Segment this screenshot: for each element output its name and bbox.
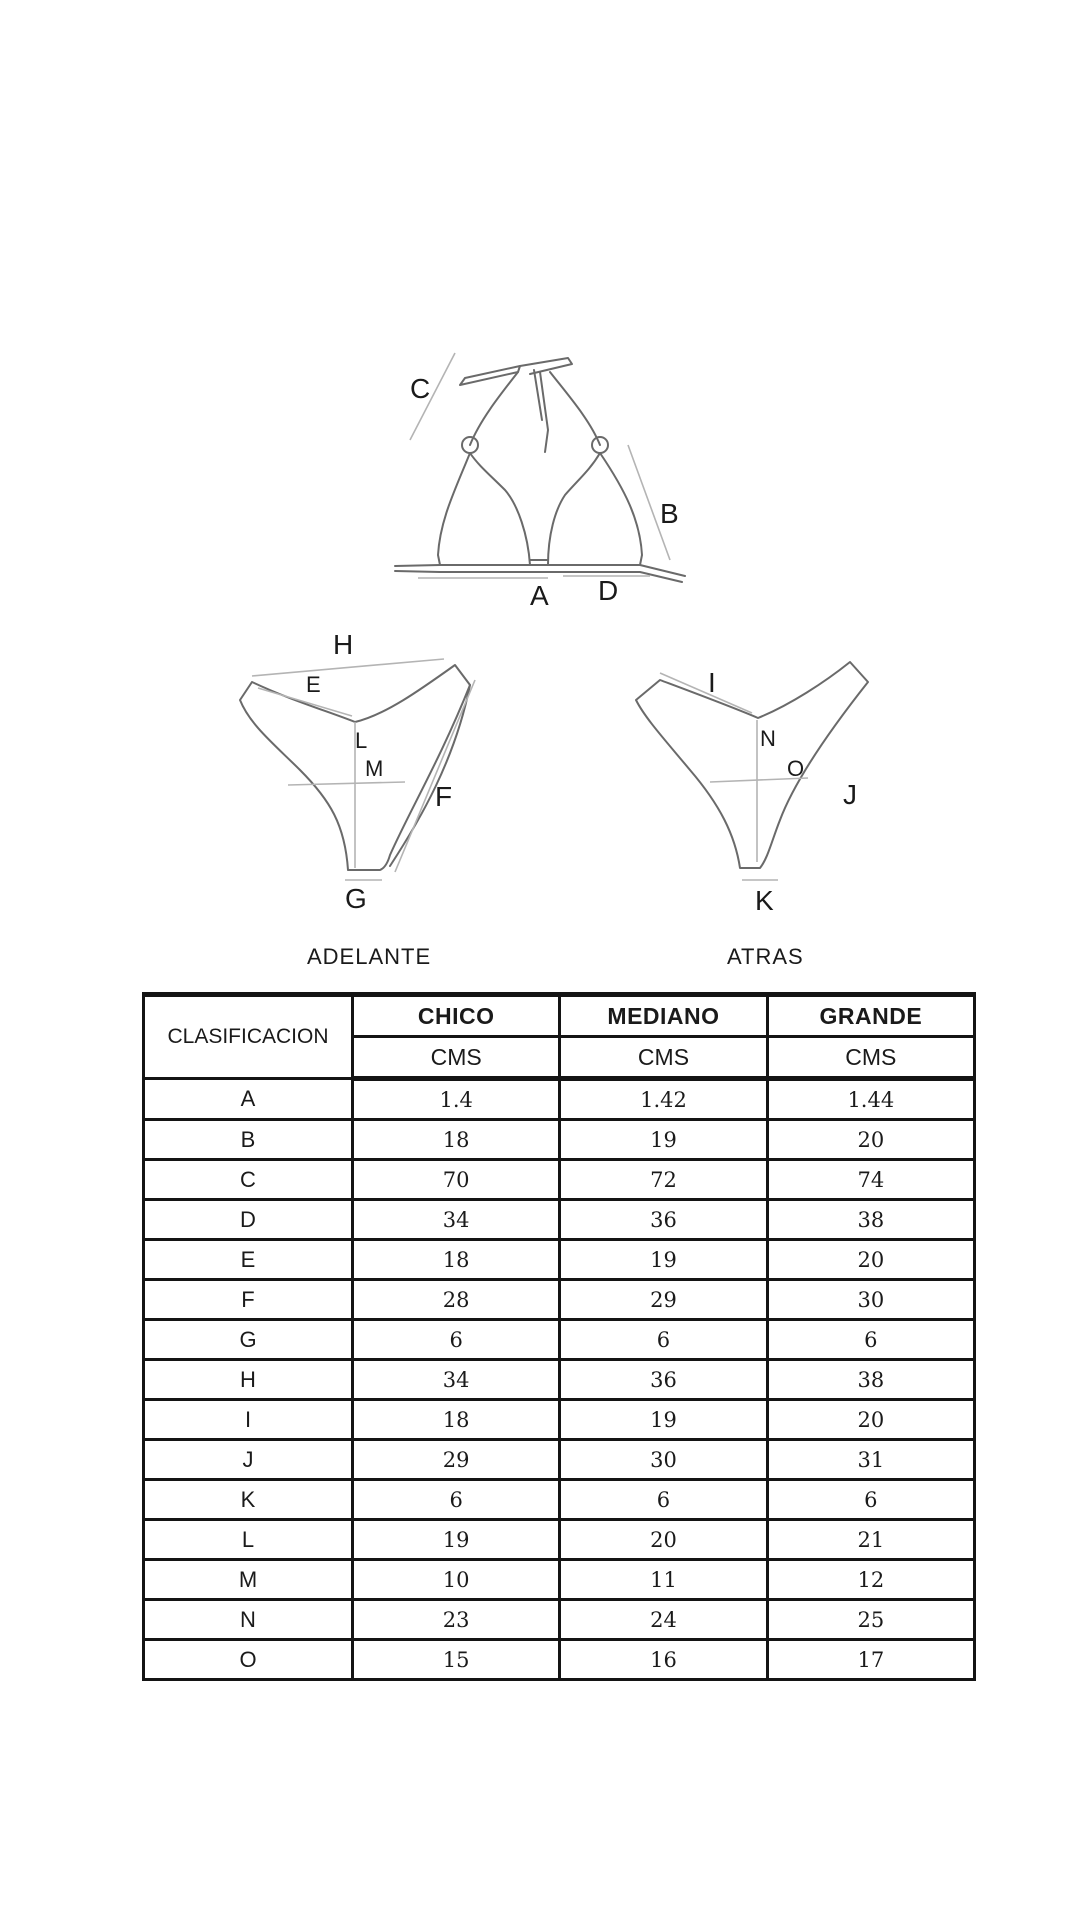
cell-chico: 70 bbox=[353, 1160, 560, 1200]
label-c: C bbox=[410, 373, 431, 404]
table-row bbox=[144, 1600, 975, 1640]
cell-chico: 6 bbox=[353, 1320, 560, 1360]
header-chico: CHICO bbox=[353, 995, 560, 1037]
cell-grande: 38 bbox=[767, 1200, 974, 1240]
cell-chico: 23 bbox=[353, 1600, 560, 1640]
row-code: L bbox=[144, 1520, 353, 1560]
cell-grande: 38 bbox=[767, 1360, 974, 1400]
cell-chico: 28 bbox=[353, 1280, 560, 1320]
row-code: I bbox=[144, 1400, 353, 1440]
table-row bbox=[144, 1280, 975, 1320]
row-code: J bbox=[144, 1440, 353, 1480]
cell-mediano: 72 bbox=[560, 1160, 767, 1200]
cell-mediano: 36 bbox=[560, 1200, 767, 1240]
cell-grande: 12 bbox=[767, 1560, 974, 1600]
cell-grande: 31 bbox=[767, 1440, 974, 1480]
cell-mediano: 16 bbox=[560, 1640, 767, 1680]
header-unit-mediano: CMS bbox=[560, 1037, 767, 1079]
label-j: J bbox=[843, 779, 857, 810]
row-code: N bbox=[144, 1600, 353, 1640]
table-row bbox=[144, 1120, 975, 1160]
row-code: E bbox=[144, 1240, 353, 1280]
row-code: M bbox=[144, 1560, 353, 1600]
cell-mediano: 1.42 bbox=[560, 1079, 767, 1120]
cell-grande: 6 bbox=[767, 1320, 974, 1360]
cell-chico: 29 bbox=[353, 1440, 560, 1480]
cell-mediano: 29 bbox=[560, 1280, 767, 1320]
cell-chico: 1.4 bbox=[353, 1079, 560, 1120]
size-table bbox=[142, 992, 976, 1681]
table-row bbox=[144, 1200, 975, 1240]
label-h: H bbox=[333, 629, 354, 660]
row-code: G bbox=[144, 1320, 353, 1360]
label-e: E bbox=[306, 672, 321, 697]
row-code: A bbox=[144, 1079, 353, 1120]
table-row bbox=[144, 1480, 975, 1520]
header-unit-grande: CMS bbox=[767, 1037, 974, 1079]
cell-chico: 15 bbox=[353, 1640, 560, 1680]
cell-chico: 18 bbox=[353, 1400, 560, 1440]
table-row bbox=[144, 1320, 975, 1360]
header-grande: GRANDE bbox=[767, 995, 974, 1037]
cell-mediano: 30 bbox=[560, 1440, 767, 1480]
row-code: B bbox=[144, 1120, 353, 1160]
row-code: F bbox=[144, 1280, 353, 1320]
cell-grande: 74 bbox=[767, 1160, 974, 1200]
cell-grande: 25 bbox=[767, 1600, 974, 1640]
table-row bbox=[144, 1079, 975, 1120]
cell-chico: 18 bbox=[353, 1120, 560, 1160]
table-row bbox=[144, 1360, 975, 1400]
cell-mediano: 36 bbox=[560, 1360, 767, 1400]
cell-mediano: 11 bbox=[560, 1560, 767, 1600]
label-d: D bbox=[598, 575, 619, 606]
cell-grande: 20 bbox=[767, 1240, 974, 1280]
cell-grande: 20 bbox=[767, 1400, 974, 1440]
cell-mediano: 19 bbox=[560, 1400, 767, 1440]
table-row bbox=[144, 1560, 975, 1600]
cell-mediano: 24 bbox=[560, 1600, 767, 1640]
cell-chico: 18 bbox=[353, 1240, 560, 1280]
bikini-front-illustration bbox=[240, 629, 475, 969]
label-m: M bbox=[365, 756, 384, 781]
label-i: I bbox=[708, 667, 716, 698]
label-a: A bbox=[530, 580, 549, 611]
header-mediano: MEDIANO bbox=[560, 995, 767, 1037]
label-n: N bbox=[760, 726, 776, 751]
cell-mediano: 6 bbox=[560, 1320, 767, 1360]
cell-chico: 10 bbox=[353, 1560, 560, 1600]
cell-grande: 1.44 bbox=[767, 1079, 974, 1120]
row-code: K bbox=[144, 1480, 353, 1520]
cell-mediano: 19 bbox=[560, 1120, 767, 1160]
row-code: O bbox=[144, 1640, 353, 1680]
cell-mediano: 20 bbox=[560, 1520, 767, 1560]
cell-grande: 21 bbox=[767, 1520, 974, 1560]
cell-grande: 30 bbox=[767, 1280, 974, 1320]
caption-atras: ATRAS bbox=[727, 944, 804, 969]
bikini-back-illustration bbox=[636, 662, 868, 969]
cell-mediano: 19 bbox=[560, 1240, 767, 1280]
cell-chico: 34 bbox=[353, 1360, 560, 1400]
header-unit-chico: CMS bbox=[353, 1037, 560, 1079]
header-clasificacion: CLASIFICACION bbox=[144, 995, 353, 1079]
cell-grande: 20 bbox=[767, 1120, 974, 1160]
label-g: G bbox=[345, 883, 367, 914]
table-row bbox=[144, 1400, 975, 1440]
row-code: D bbox=[144, 1200, 353, 1240]
row-code: C bbox=[144, 1160, 353, 1200]
bikini-top-illustration bbox=[395, 353, 685, 611]
cell-mediano: 6 bbox=[560, 1480, 767, 1520]
cell-chico: 19 bbox=[353, 1520, 560, 1560]
table-row bbox=[144, 1240, 975, 1280]
label-f: F bbox=[435, 781, 453, 812]
table-row bbox=[144, 1640, 975, 1680]
size-table-body bbox=[144, 1079, 975, 1680]
label-o: O bbox=[787, 756, 805, 781]
table-row bbox=[144, 1160, 975, 1200]
cell-chico: 34 bbox=[353, 1200, 560, 1240]
caption-adelante: ADELANTE bbox=[307, 944, 432, 969]
table-row bbox=[144, 1440, 975, 1480]
cell-chico: 6 bbox=[353, 1480, 560, 1520]
label-k: K bbox=[755, 885, 774, 916]
label-b: B bbox=[660, 498, 679, 529]
label-l: L bbox=[355, 728, 368, 753]
size-table-container bbox=[142, 992, 976, 1681]
cell-grande: 17 bbox=[767, 1640, 974, 1680]
cell-grande: 6 bbox=[767, 1480, 974, 1520]
row-code: H bbox=[144, 1360, 353, 1400]
table-row bbox=[144, 1520, 975, 1560]
